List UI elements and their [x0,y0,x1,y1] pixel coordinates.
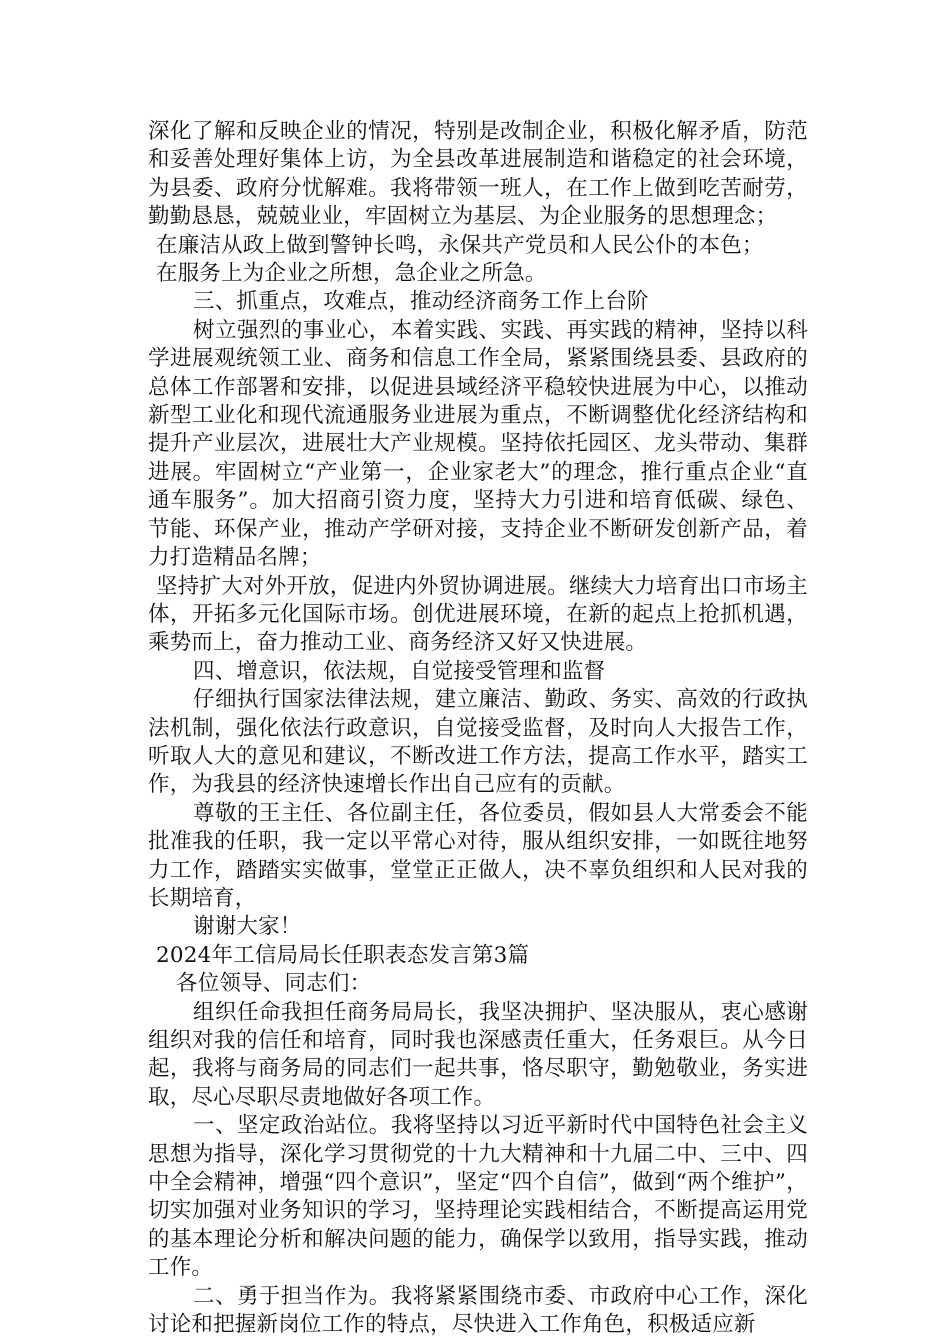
paragraph-9: 尊敬的王主任、各位副主任，各位委员，假如县人大常委会不能批准我的任职，我一定以平常心对待，服从组织安排，一如既往地努力工作，踏踏实实做事，堂堂正正做人，决不辜负组织和人民对我的长期培育， [148,800,808,911]
section-heading-4: 四、增意识，依法规，自觉接受管理和监督 [193,658,606,684]
section-heading-3: 三、抓重点，攻难点，推动经济商务工作上台阶 [193,289,649,315]
paragraph-3: 在服务上为企业之所想，急企业之所急。 [156,261,547,287]
paragraph-1: 深化了解和反映企业的情况，特别是改制企业，积极化解矛盾，防范和妥善处理好集体上访，为全县改革进展制造和谐稳定的社会环境，为县委、政府分忧解难。我将带领一班人，在工作上做到吃苦耐劳，勤勤恳恳，兢兢业业，牢固树立为基层、为企业服务的思想理念； [148,119,808,230]
salutation: 各位领导、同志们： [176,971,372,997]
paragraph-5: 树立强烈的事业心，本着实践、实践、再实践的精神，坚持以科学进展观统领工业、商务和信息工作全局，紧紧围绕县委、县政府的总体工作部署和安排，以促进县域经济平稳较快进展为中心，以推动新型工业化和现代流通服务业进展为重点，不断调整优化经济结构和提升产业层次，进展壮大产业规模。坚持依托园区、龙头带动、集群进展。牢固树立“产业第一，企业家老大”的理念，推行重点企业“直通车服务”。加大招商引资力度，坚持大力引进和培育低碳、绿色、节能、环保产业，推动产学研对接，支持企业不断研发创新产品，着力打造精品名牌； [148,317,808,571]
paragraph-14: 一、坚定政治站位。我将坚持以习近平新时代中国特色社会主义思想为指导，深化学习贯彻党的十九大精神和十九届二中、三中、四中全会精神，增强“四个意识”，坚定“四个自信”，做到“两个维护”，切实加强对业务知识的学习，坚持理论实践相结合，不断提高运用党的基本理论分析和解决问题的能力，确保学以致用，指导实践，推动工作。 [148,1113,808,1281]
thanks-line: 谢谢大家！ [193,914,302,940]
paragraph-2: 在廉洁从政上做到警钟长鸣，永保共产党员和人民公仆的本色； [156,232,764,258]
document-subtitle: 2024年工信局局长任职表态发言第3篇 [156,942,530,968]
document-body [148,118,808,1339]
paragraph-6: 坚持扩大对外开放，促进内外贸协调进展。继续大力培育出口市场主体，开拓多元化国际市场。创优进展环境，在新的起点上抢抓机遇，乘势而上，奋力推动工业、商务经济又好又快进展。 [148,573,808,656]
paragraph-8: 仔细执行国家法律法规，建立廉洁、勤政、务实、高效的行政执法机制，强化依法行政意识，自觉接受监督，及时向人大报告工作，听取人大的意见和建议，不断改进工作方法，提高工作水平，踏实工作，为我县的经济快速增长作出自己应有的贡献。 [148,687,808,798]
paragraph-15: 二、勇于担当作为。我将紧紧围绕市委、市政府中心工作，深化讨论和把握新岗位工作的特点，尽快进入工作角色，积极适应新 [148,1283,808,1338]
paragraph-13: 组织任命我担任商务局局长，我坚决拥护、坚决服从，衷心感谢组织对我的信任和培育，同时我也深感责任重大，任务艰巨。从今日起，我将与商务局的同志们一起共事，恪尽职守，勤勉敬业，务实进取，尽心尽职尽责地做好各项工作。 [148,999,808,1110]
